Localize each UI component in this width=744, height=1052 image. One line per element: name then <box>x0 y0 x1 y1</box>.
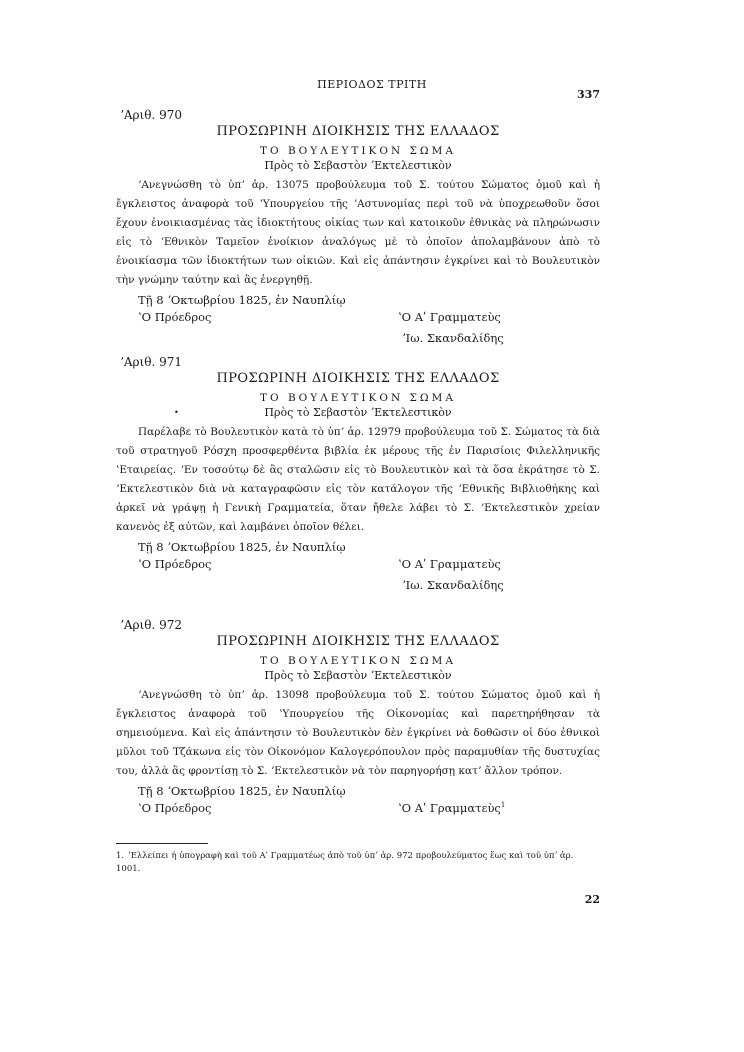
secretary-name: ʼΙω. Σκανδαλίδης <box>402 578 504 592</box>
recipient-label: Πρὸς τὸ Σεβαστὸν ʼΕκτελεστικὸν <box>264 406 452 419</box>
secretary-signature: ʽΟ Αʹ Γραμματεὺς <box>398 310 501 324</box>
footnote-mark: 1. <box>116 851 125 861</box>
document-entry-970 <box>116 108 600 348</box>
president-signature: ʽΟ Πρόεδρος <box>138 310 212 324</box>
entry-date: Τῇ 8 ʼΟκτωβρίου 1825, ἐν Ναυπλίῳ <box>138 784 346 798</box>
entry-heading-recipient <box>116 406 600 419</box>
entry-number: ʼΑριθ. 972 <box>120 618 182 632</box>
document-entry-971 <box>116 355 600 595</box>
footnote-reference[interactable]: 1 <box>500 801 506 810</box>
signature-row <box>116 557 600 576</box>
secretary-name: ʼΙω. Σκανδαλίδης <box>402 331 504 345</box>
entry-body: Παρέλαβε τὸ Βουλευτικὸν κατὰ τὸ ὑπʼ ἀρ. 12979 προβούλευμα τοῦ Σ. Σώματος τὰ διὰ τοῦ στρατηγοῦ Ρόσχη προσφερθέντα βιβλία ἐκ μέρους τῆς ἐν Παρισίοις Φιλελληνικῆς ʽΕταιρείας. ʼΕν τοσούτῳ δὲ ἂς σταλῶσιν εἰς τὸ Βουλευτικὸν καὶ τὰ ὅσα ἐκράτησε τὸ Σ. ʼΕκτελεστικὸν διὰ νὰ καταγραφῶσιν εἰς τὸν κατάλογον τῆς ʼΕθνικῆς Βιβλιοθήκης καὶ ἀρκεῖ νὰ γράψῃ ἡ Γενικὴ Γραμματεία, ὅταν ἤθελε λάβει τὸ Σ. ʼΕκτελεστικὸν χρείαν κανενὸς ἐξ αὐτῶν, καὶ λαμβάνει ὁποῖον θέλει. <box>116 426 600 533</box>
secretary-signature <box>398 801 505 815</box>
entry-heading-recipient: Πρὸς τὸ Σεβαστὸν ʼΕκτελεστικὸν <box>264 669 452 682</box>
secretary-label: ʽΟ Αʹ Γραμματεὺς <box>398 801 501 815</box>
entry-heading-government: ΠΡΟΣΩΡΙΝΗ ΔΙΟΙΚΗΣΙΣ ΤΗΣ ΕΛΛΑΔΟΣ <box>216 371 500 386</box>
entry-heading-recipient: Πρὸς τὸ Σεβαστὸν ʼΕκτελεστικὸν <box>264 159 452 172</box>
page-number-top: 337 <box>577 88 600 101</box>
footnote <box>116 850 600 876</box>
secretary-signature: ʽΟ Αʹ Γραμματεὺς <box>398 557 501 571</box>
president-signature: ʽΟ Πρόεδρος <box>138 557 212 571</box>
entry-date: Τῇ 8 ʼΟκτωβρίου 1825, ἐν Ναυπλίῳ <box>138 540 346 554</box>
signature-row <box>116 801 600 820</box>
document-entry-972 <box>116 618 600 820</box>
entry-heading-government: ΠΡΟΣΩΡΙΝΗ ΔΙΟΙΚΗΣΙΣ ΤΗΣ ΕΛΛΑΔΟΣ <box>216 124 500 139</box>
entry-heading-body: ΤΟ ΒΟΥΛΕΥΤΙΚΟΝ ΣΩΜΑ <box>260 145 456 157</box>
entry-number: ʼΑριθ. 970 <box>120 108 182 122</box>
page-number-bottom: 22 <box>584 893 600 906</box>
entry-heading-government: ΠΡΟΣΩΡΙΝΗ ΔΙΟΙΚΗΣΙΣ ΤΗΣ ΕΛΛΑΔΟΣ <box>216 634 500 649</box>
entry-heading-body: ΤΟ ΒΟΥΛΕΥΤΙΚΟΝ ΣΩΜΑ <box>260 392 456 404</box>
president-signature: ʽΟ Πρόεδρος <box>138 801 212 815</box>
running-title: ΠΕΡΙΟΔΟΣ ΤΡΙΤΗ <box>317 78 427 91</box>
entry-body: ʼΑνεγνώσθη τὸ ὑπʼ ἀρ. 13098 προβούλευμα τοῦ Σ. τούτου Σώματος ὁμοῦ καὶ ἡ ἔγκλειστος ἀναφορὰ τοῦ ʽΥπουργείου τῆς Οἰκονομίας καὶ παρετηρήθησαν τὰ σημειούμενα. Καὶ εἰς ἀπάντησιν τὸ Βουλευτικὸν δὲν ἐγκρίνει νὰ δοθῶσιν οἱ δύο ἐθνικοὶ μῦλοι τοῦ Τζάκωνα εἰς τὸν Οἰκονόμον Καλογερόπουλον πρὸς παραμυθίαν τῆς δυστυχίας του, ἀλλὰ ἂς φροντίσῃ τὸ Σ. ʼΕκτελεστικὸν νὰ τὸν παρηγορήσῃ κατʼ ἄλλον τρόπον. <box>116 689 600 777</box>
entry-body: ʼΑνεγνώσθη τὸ ὑπʼ ἀρ. 13075 προβούλευμα τοῦ Σ. τούτου Σώματος ὁμοῦ καὶ ἡ ἔγκλειστος ἀναφορὰ τοῦ ʽΥπουργείου τῆς ʼΑστυνομίας περὶ τοῦ νὰ ὑποχρεωθοῦν ὅσοι ἔχουν ἐνοικιασμένας τὰς ἰδιοκτήτους οἰκίας των καὶ κατοικοῦν ἐθνικὰς νὰ πληρώνωσιν εἰς τὸ ʼΕθνικὸν Ταμεῖον ἐνοίκιον ἀναλόγως μὲ τὸ ὁποῖον ἀπολαμβάνουν ἀπὸ τὸ ἐνοικίασμα τῶν ἰδιοκτήτων των οἰκιῶν. Καὶ εἰς ἀπάντησιν ἐγκρίνει καὶ τὸ Βουλευτικὸν τὴν γνώμην ταύτην καὶ ἂς ἐνεργηθῇ. <box>116 179 600 286</box>
footnote-divider <box>116 843 208 844</box>
entry-date: Τῇ 8 ʼΟκτωβρίου 1825, ἐν Ναυπλίῳ <box>138 293 346 307</box>
entry-heading-body: ΤΟ ΒΟΥΛΕΥΤΙΚΟΝ ΣΩΜΑ <box>260 655 456 667</box>
entry-number: ʼΑριθ. 971 <box>120 355 182 369</box>
footnote-text: ʼΕλλείπει ἡ ὑπογραφὴ καὶ τοῦ Αʹ Γραμματέως ἀπὸ τοῦ ὑπʼ ἀρ. 972 προβουλεύματος ἕως καὶ τοῦ ὑπʼ ἀρ. 1001. <box>116 851 574 874</box>
bullet-mark: • <box>174 408 179 417</box>
signature-row <box>116 310 600 329</box>
